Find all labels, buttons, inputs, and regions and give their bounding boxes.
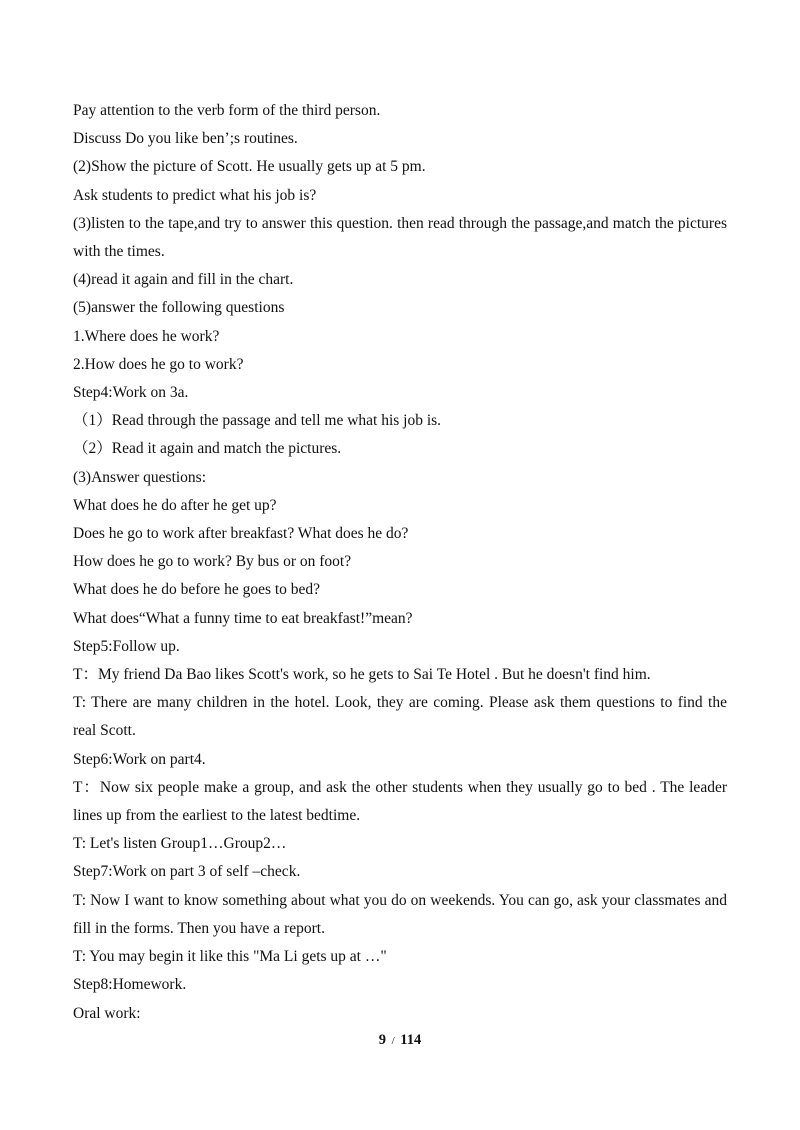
step-heading: Step6:Work on part4. bbox=[73, 750, 206, 768]
step-heading: Step4:Work on 3a. bbox=[73, 384, 189, 402]
teacher-line: T: You may begin it like this "Ma Li gets up at …" bbox=[73, 948, 387, 966]
question-item: What does he do after he get up? bbox=[73, 496, 277, 514]
text-line: （1）Read through the passage and tell me what his job is. bbox=[73, 412, 442, 430]
page-number bbox=[0, 1030, 800, 1051]
text-line: Ask students to predict what his job is? bbox=[73, 186, 317, 204]
text-line: Discuss Do you like ben’;s routines. bbox=[73, 130, 298, 148]
question-item: Does he go to work after breakfast? What does he do? bbox=[73, 525, 409, 543]
text-line: (5)answer the following questions bbox=[73, 299, 285, 317]
teacher-paragraph: T: There are many children in the hotel. Look, they are coming. Please ask them questions to find the real Scott. bbox=[73, 694, 727, 740]
step-heading: Step8:Homework. bbox=[73, 976, 187, 994]
teacher-line: T：My friend Da Bao likes Scott's work, so he gets to Sai Te Hotel . But he doesn't find him. bbox=[73, 666, 651, 684]
step-heading: Step7:Work on part 3 of self –check. bbox=[73, 863, 301, 881]
teacher-paragraph: T：Now six people make a group, and ask the other students when they usually go to bed . The leader lines up from the earliest to the latest bedtime. bbox=[73, 778, 727, 825]
teacher-line: T: Let's listen Group1…Group2… bbox=[73, 835, 287, 853]
page-separator: / bbox=[391, 1035, 395, 1047]
text-line: (2)Show the picture of Scott. He usually gets up at 5 pm. bbox=[73, 158, 426, 176]
current-page: 9 bbox=[378, 1032, 386, 1048]
question-item: 2.How does he go to work? bbox=[73, 355, 244, 373]
text-paragraph: (3)listen to the tape,and try to answer this question. then read through the passage,and match the pictures with the times. bbox=[73, 214, 727, 261]
text-line: Oral work: bbox=[73, 1004, 141, 1022]
document-body bbox=[73, 97, 727, 1028]
step-heading: Step5:Follow up. bbox=[73, 637, 180, 655]
question-item: What does“What a funny time to eat breakfast!”mean? bbox=[73, 609, 413, 627]
question-item: What does he do before he goes to bed? bbox=[73, 581, 321, 599]
text-line: (4)read it again and fill in the chart. bbox=[73, 271, 294, 289]
total-pages: 114 bbox=[400, 1032, 422, 1048]
text-line: Pay attention to the verb form of the third person. bbox=[73, 102, 381, 119]
question-item: How does he go to work? By bus or on foot? bbox=[73, 553, 352, 571]
text-line: （2）Read it again and match the pictures. bbox=[73, 440, 342, 458]
teacher-paragraph: T: Now I want to know something about what you do on weekends. You can go, ask your classmates and fill in the forms. Then you have a report. bbox=[73, 891, 727, 937]
question-item: 1.Where does he work? bbox=[73, 327, 220, 345]
text-line: (3)Answer questions: bbox=[73, 468, 207, 486]
